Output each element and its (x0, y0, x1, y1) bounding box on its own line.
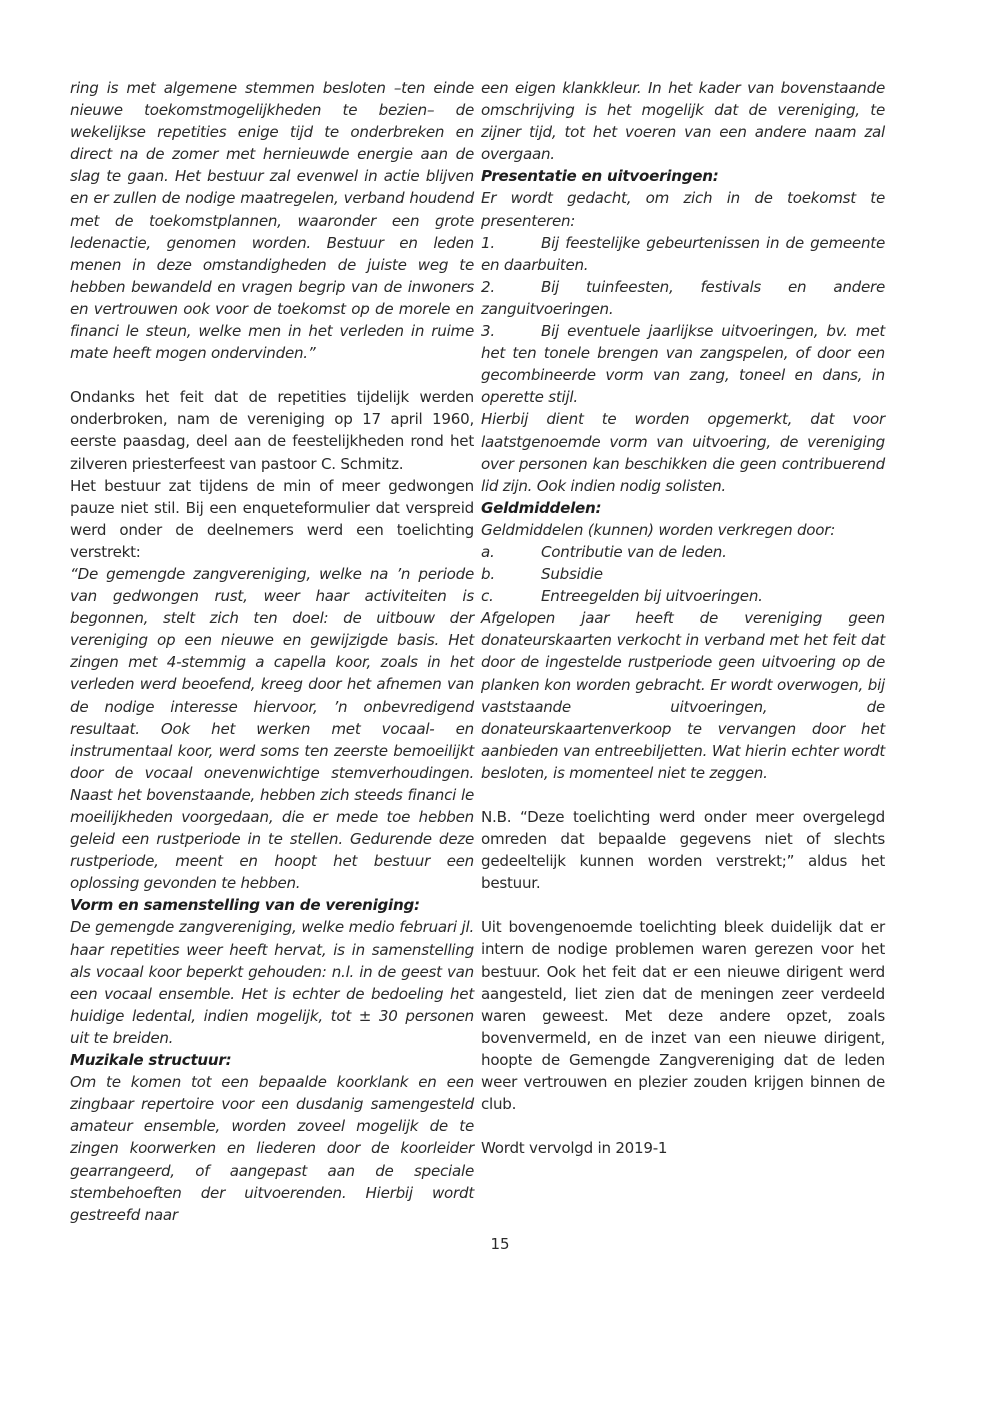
body-paragraph: Uit bovengenoemde toelichting bleek duidelijk dat er intern de nodige problemen waren gerezen voor het bestuur. Ook het feit dat er een nieuwe dirigent werd aangesteld, liet zien dat de meningen zeer verdeeld waren geweest. Met deze andere opzet, zoals bovenvermeld, en de inzet van een nieuwe dirigent, hoopte de Gemengde Zangvereniging dat de leden weer vertrouwen en plezier zouden krijgen binnen de club. (481, 918, 885, 1114)
left-column (70, 77, 474, 1226)
list-item-letter: c. (481, 587, 494, 606)
list-item (481, 585, 885, 607)
quoted-paragraph: “De gemengde zangvereniging, welke na ’n periode van gedwongen rust, weer haar activiteiten is begonnen, stelt zich ten doel: de uitbouw der vereniging op een nieuwe en gewijzigde basis. Het zingen met 4-stemmig a capella koor, zoals in het verleden werd beoefend, kreeg door het afnemen van de nodige interesse hiervoor, ’n onbevredigend resultaat. Ook het werken met vocaal- en instrumentaal koor, werd soms ten zeerste bemoeilijkt door de vocaal onevenwichtige stemverhoudingen. Naast het bovenstaande, hebben zich steeds financi le moeilijkheden voorgedaan, die er mede toe hebben geleid een rustperiode in te stellen. Gedurende deze rustperiode, meent en hoopt het bestuur een oplossing gevonden te hebben. (70, 564, 474, 893)
list-item-letter: a. (481, 542, 495, 561)
list-item-text: Bij feestelijke gebeurtenissen in de gemeente en daarbuiten. (481, 233, 885, 274)
list-item (481, 320, 885, 408)
section-heading: Vorm en samenstelling van de vereniging: (70, 896, 420, 915)
quoted-paragraph: Afgelopen jaar heeft de vereniging geen donateurskaarten verkocht in verband met het feit dat door de ingestelde rustperiode geen uitvoering op de planken kon worden gebracht. Er wordt overwogen, bij vaststaande uitvoeringen, de donateurskaartenverkoop te vervangen door het aanbieden van entreebiljetten. Wat hierin echter wordt besloten, is momenteel niet te zeggen. (481, 609, 885, 782)
list-item-number: 3. (481, 322, 495, 341)
quoted-paragraph: Geldmiddelen (kunnen) worden verkregen door: (481, 520, 836, 539)
list-item (481, 541, 885, 563)
section-heading: Presentatie en uitvoeringen: (481, 167, 719, 186)
paragraph-gap (481, 1115, 885, 1137)
list-item-text: Entreegelden bij uitvoeringen. (541, 587, 763, 606)
list-item-text: Bij eventuele jaarlijkse uitvoeringen, bv. met het ten tonele brengen van zangspelen, of door een gecombineerde vorm van zang, toneel en dans, in operette stijl. (481, 322, 885, 407)
list-item-number: 1. (481, 233, 495, 252)
paragraph-gap (70, 364, 474, 386)
quoted-paragraph: Om te komen tot een bepaalde koorklank en een zingbaar repertoire voor een dusdanig samengesteld amateur ensemble, worden zoveel mogelijk de te zingen koorwerken en liederen door de koorleider gearrangeerd, of aangepast aan de speciale stembehoeften der uitvoerenden. Hierbij wordt gestreefd naar (70, 1073, 474, 1224)
section-heading: Muzikale structuur: (70, 1051, 232, 1070)
list-item (481, 232, 885, 276)
quoted-paragraph: Er wordt gedacht, om zich in de toekomst te presenteren: (481, 189, 885, 230)
list-item (481, 563, 885, 585)
list-item-text: Contributie van de leden. (541, 542, 727, 561)
quoted-paragraph: een eigen klankkleur. In het kader van bovenstaande omschrijving is het mogelijk dat de vereniging, te zijner tijd, tot het voeren van een andere naam zal overgaan. (481, 79, 885, 164)
quoted-paragraph: Hierbij dient te worden opgemerkt, dat voor laatstgenoemde vorm van uitvoering, de vereniging over personen kan beschikken die geen contribuerend lid zijn. Ook indien nodig solisten. (481, 410, 885, 495)
quoted-paragraph: De gemengde zangvereniging, welke medio februari jl. haar repetities weer heeft hervat, is in samenstelling als vocaal koor beperkt gehouden: n.l. in de geest van een vocaal ensemble. Het is echter de bedoeling het huidige ledental, indien mogelijk, tot ± 30 personen uit te breiden. (70, 918, 474, 1047)
list-item-text: Bij tuinfeesten, festivals en andere zanguitvoeringen. (481, 277, 885, 318)
quote-continuation-paragraph: ring is met algemene stemmen besloten –ten einde nieuwe toekomstmogelijkheden te bezien– de wekelijkse repetities enige tijd te onderbreken en direct na de zomer met hernieuwde energie aan de slag te gaan. Het bestuur zal evenwel in actie blijven en er zullen de nodige maatregelen, verband houdend met de toekomstplannen, waaronder een grote ledenactie, genomen worden. Bestuur en leden menen in deze omstandigheden de juiste weg te hebben bewandeld en vragen begrip van de inwoners en vertrouwen ook voor de toekomst op de morele en financi le steun, welke men in het verleden in ruime mate heeft mogen ondervinden.” (70, 79, 474, 363)
paragraph-gap (481, 784, 885, 806)
continuation-note: Wordt vervolgd in 2019-1 (481, 1139, 668, 1158)
page-number: 15 (490, 1235, 510, 1253)
list-item-letter: b. (481, 565, 495, 584)
paragraph-gap (481, 894, 885, 916)
list-item (481, 276, 885, 320)
list-item-text: Subsidie (541, 565, 603, 584)
body-paragraph: Het bestuur zat tijdens de min of meer gedwongen pauze niet stil. Bij een enqueteformulier dat verspreid werd onder de deelnemers werd een toelichting verstrekt: (70, 476, 474, 561)
note-paragraph: N.B. “Deze toelichting werd onder meer overgelegd omreden dat bepaalde gegevens niet of slechts gedeeltelijk kunnen worden verstrekt;” aldus het bestuur. (481, 808, 885, 893)
body-paragraph: Ondanks het feit dat de repetities tijdelijk werden onderbroken, nam de vereniging op 17 april 1960, eerste paasdag, deel aan de feestelijkheden rond het zilveren priesterfeest van pastoor C. Schmitz. (70, 388, 474, 473)
right-column (481, 77, 885, 1159)
section-heading: Geldmiddelen: (481, 498, 602, 517)
list-item-number: 2. (481, 277, 495, 296)
